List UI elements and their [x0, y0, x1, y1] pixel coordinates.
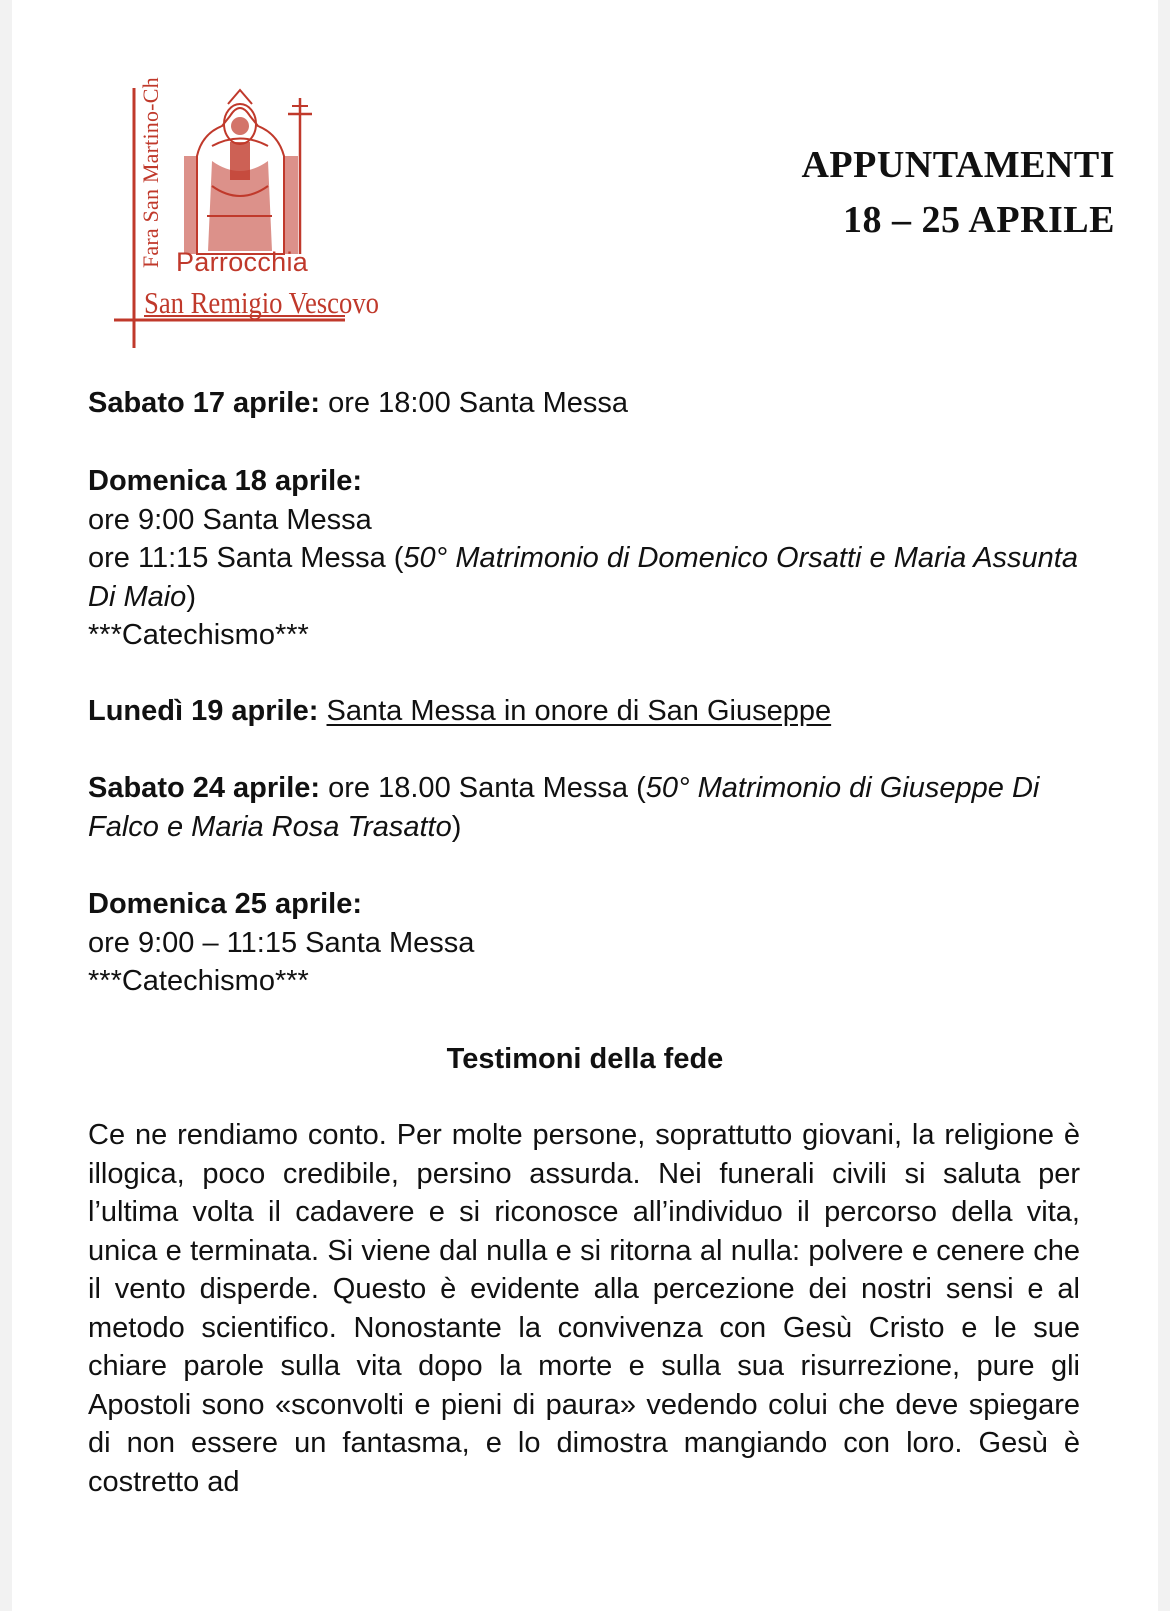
entry-domenica-25 — [88, 885, 1080, 1001]
entry-text: ) — [451, 810, 462, 843]
entry-sabato-24 — [88, 769, 1080, 846]
entry-line: ore 9:00 Santa Messa — [88, 503, 372, 536]
entry-sabato-17 — [88, 384, 1080, 423]
page-title — [801, 138, 1115, 248]
entry-text: ore 18:00 Santa Messa — [320, 387, 629, 419]
entry-catechism: ***Catechismo*** — [88, 619, 309, 651]
entry-domenica-18 — [88, 462, 1080, 655]
entry-line — [88, 539, 1080, 616]
entry-day: Lunedì 19 aprile: — [88, 695, 319, 727]
entry-day: Sabato 17 aprile: — [88, 387, 321, 419]
entry-day: Sabato 24 aprile: — [88, 772, 321, 804]
entry-note: 50° Matrimonio di Domenico Orsatti e Maria Assunta Di Maio — [88, 542, 1078, 613]
article-body: Ce ne rendiamo conto. Per molte persone, soprattutto giovani, la religione è illogica, poco credibile, persino assurda. Nei funerali civili si saluta per l’ultima volta il cadavere e si riconosce all’individuo il percorso della vita, unica e terminata. Si viene dal nulla e si ritorna al nulla: polvere e cenere che il vento disperde. Questo è evidente alla percezione dei nostri sensi e al metodo scientifico. Nonostante la convivenza con Gesù Cristo e le sue chiare parole sulla vita dopo la morte e sulla sua risurrezione, pure gli Apostoli sono «sconvolti e pieni di paura» vedendo colui che deve spiegare di non essere un fantasma, e lo dimostra mangiando con loro. Gesù è costretto ad — [88, 1119, 1080, 1498]
entry-line-text: ) — [186, 580, 196, 613]
title-line-2: 18 – 25 APRILE — [843, 199, 1115, 241]
entry-day: Domenica 25 aprile: — [88, 888, 362, 920]
page-edge-left — [0, 0, 12, 1611]
entry-day: Domenica 18 aprile: — [88, 465, 362, 497]
entry-note: 50° Matrimonio di Giuseppe Di Falco e Maria Rosa Trasatto — [88, 772, 1040, 843]
title-line-1: APPUNTAMENTI — [801, 144, 1115, 186]
entry-line-text: ore 11:15 Santa Messa ( — [88, 542, 404, 574]
entry-text: Santa Messa in onore di San Giuseppe — [326, 695, 832, 727]
article-title: Testimoni della fede — [446, 1043, 724, 1075]
entry-line: ore 9:00 – 11:15 Santa Messa — [88, 926, 475, 959]
logo-parish-name: San Remigio Vescovo — [144, 285, 379, 320]
logo-vertical-text: Fara San Martino-Ch — [138, 77, 163, 268]
logo-parrocchia-text: Parrocchia — [176, 247, 309, 277]
entry-lunedi-19 — [88, 692, 1080, 731]
entry-catechism: ***Catechismo*** — [88, 965, 309, 997]
page-edge-right — [1158, 0, 1170, 1611]
entry-text: ore 18.00 Santa Messa ( — [320, 772, 646, 804]
